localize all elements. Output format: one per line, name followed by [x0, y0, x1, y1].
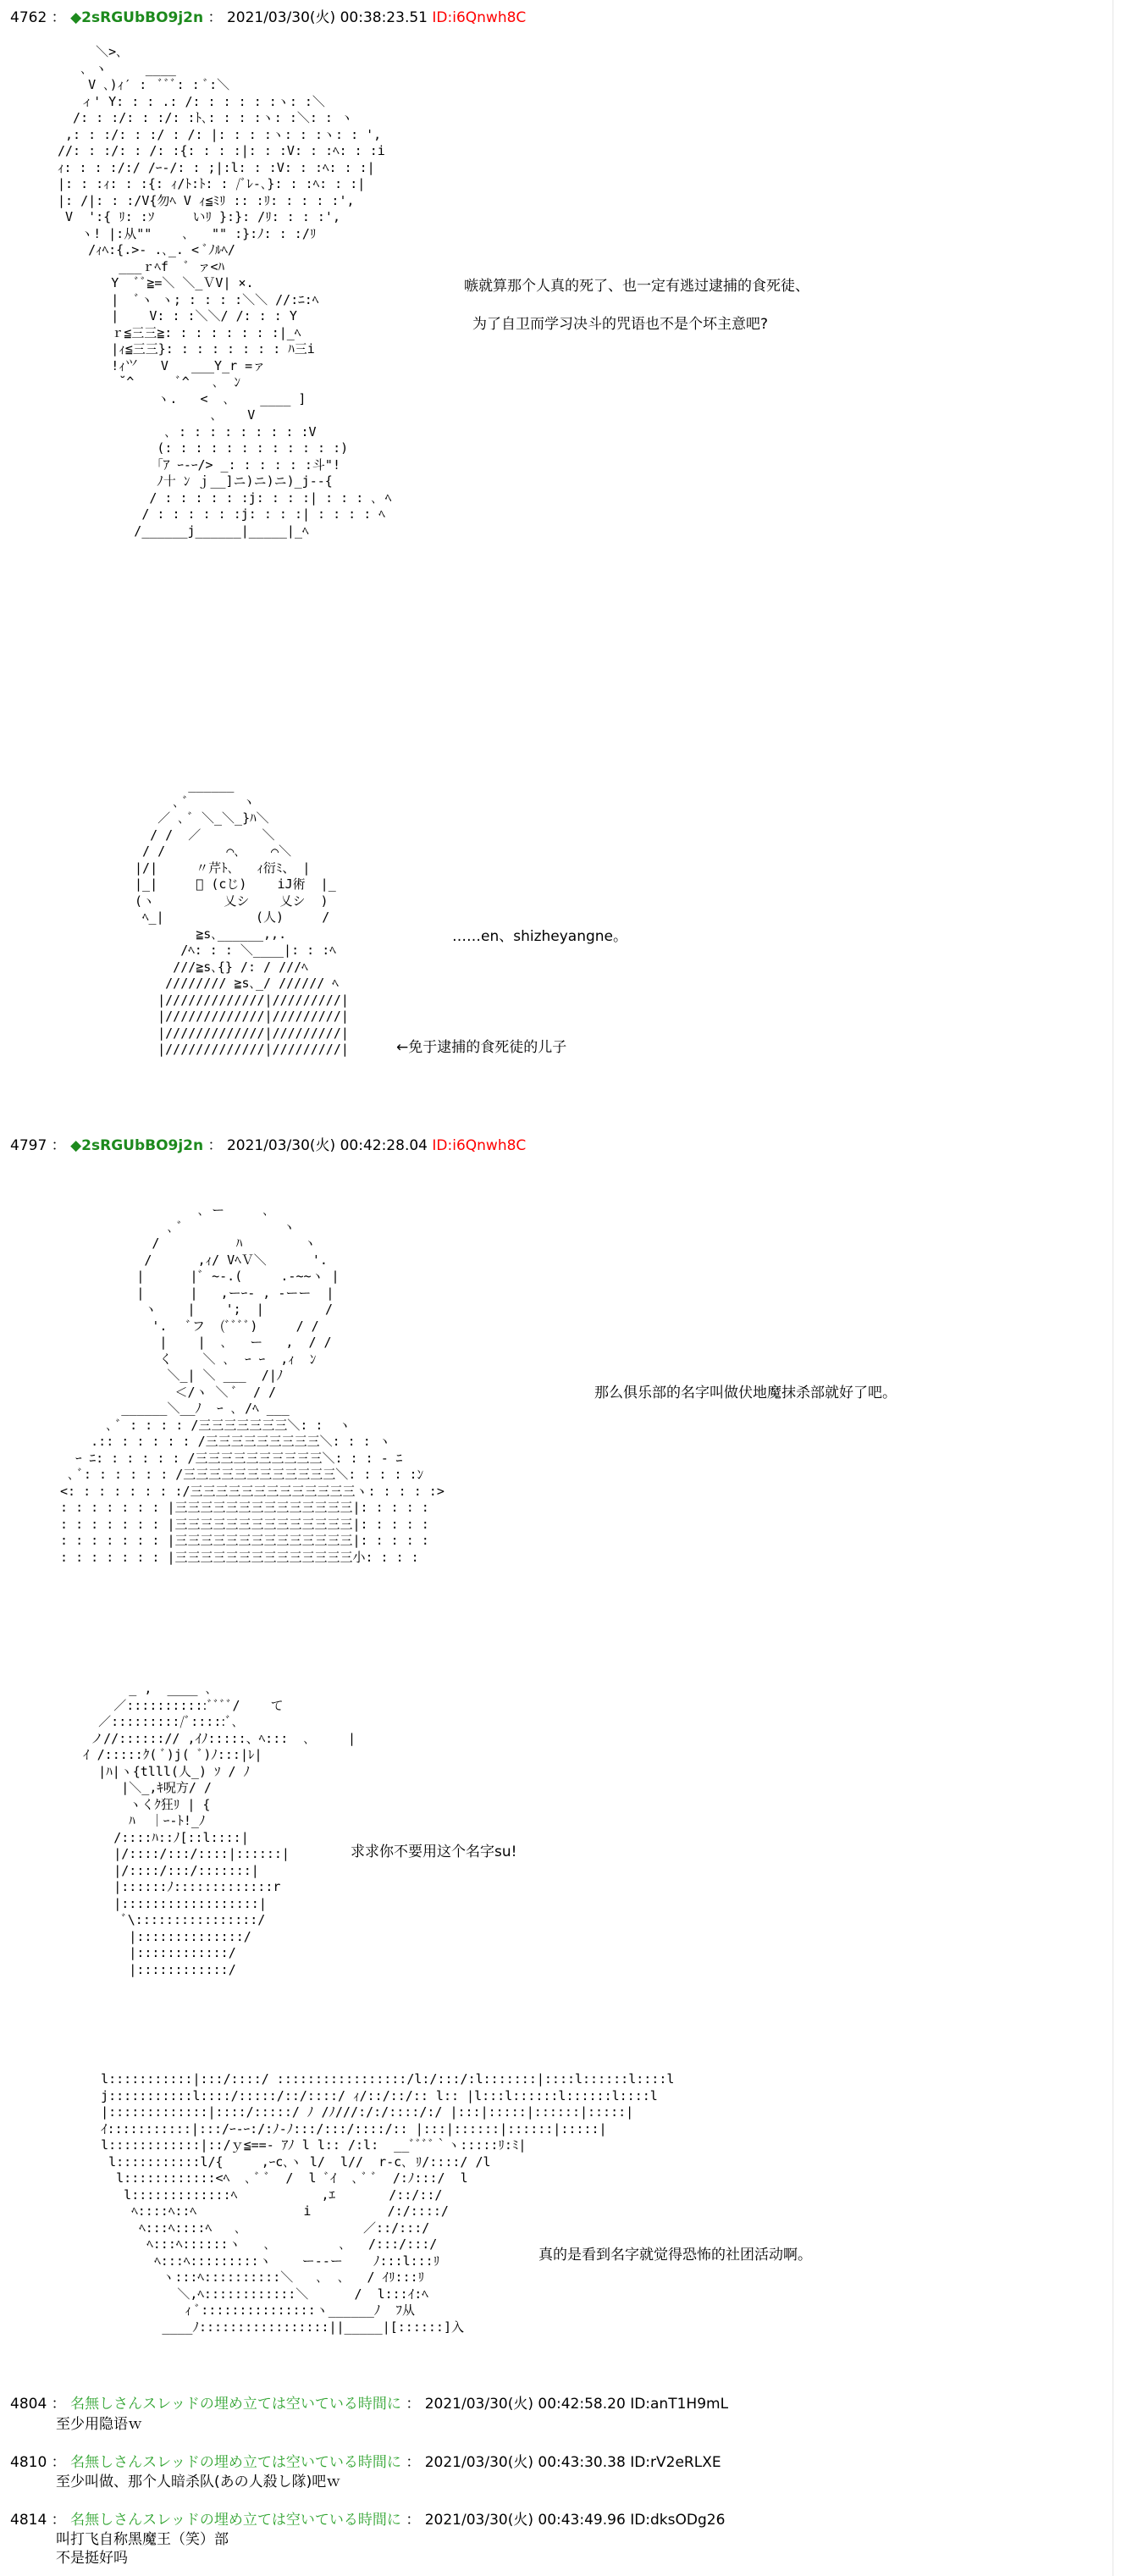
- dialog-line: 为了自卫而学习决斗的咒语也不是个坏主意吧?: [472, 316, 769, 333]
- reply-datetime: 2021/03/30(火) 00:43:49.96: [424, 2512, 626, 2529]
- reply-body: 叫打飞自称黑魔王（笑）部: [56, 2531, 229, 2548]
- reply-header: 4810 ： 名無しさんスレッドの埋め立ては空いている時間に ： 2021/03/30(火) 00:43:30.38 ID:rV2eRLXE: [10, 2454, 721, 2471]
- poster-name: ◆2sRGUbBO9j2n: [70, 9, 204, 26]
- reply-body: 不是挺好吗: [56, 2550, 128, 2567]
- reply-datetime: 2021/03/30(火) 00:43:30.38: [424, 2454, 626, 2471]
- poster-id[interactable]: ID:i6Qnwh8C: [432, 9, 527, 26]
- reply-body: 至少用隐语ｗ: [56, 2416, 142, 2433]
- post-number[interactable]: 4797: [10, 1137, 47, 1154]
- reply-number[interactable]: 4814: [10, 2512, 47, 2529]
- reply-id[interactable]: ID:rV2eRLXE: [630, 2454, 721, 2471]
- ascii-art-character: ､ ー ､ ､ ﾞ ヽ / ﾊ ヽ / ,ｨ/ VﾍＶ＼ '. | |ﾞ ~-.( .-~~ヽ | | | ,ーｰ‐ , ‐ーー | ヽ | '; | / '. ﾞフ (ﾞﾞﾞﾞ) / / | | ､ ー , / / く ＼ ､ ｰ ｰ ,ｨ ﾝ ＼_| ＼ ___ /|ﾉ ＜/ヽ ＼ ﾞ / / ______＼__ﾉ ｰ ､ /ﾍ ___ ､ ﾞ : : : : /三三三三三三三＼: : ヽ .:: : : : : : /三三三三三三三三三＼: : : ヽ ｰ ﾆ: : : : : : /三三三三三三三三三三＼: : : ‐ ﾆ ､ ﾞ: : : : : : /三三三三三三三三三三三三＼: : : : :ﾝ <: : : : : : : :/三三三三三三三三三三三三三ヽ: : : : :> : : : : : : : |三三三三三三三三三三三三三三|: : : : : : : : : : : : |三三三三三三三三三三三三三三|: : : : : : : : : : : : |三三三三三三三三三三三三三三|: : : : : : : : : : : : |三三三三三三三三三三三三三三小: : : :: [60, 1202, 445, 1565]
- post-header: 4797 ： ◆2sRGUbBO9j2n ： 2021/03/30(火) 00:42:28.04 ID:i6Qnwh8C: [10, 1137, 527, 1154]
- reply-id[interactable]: ID:dksODg26: [630, 2512, 726, 2529]
- reply-number[interactable]: 4810: [10, 2454, 47, 2471]
- post-number[interactable]: 4762: [10, 9, 47, 26]
- dialog-line: ←免于逮捕的食死徒的儿子: [396, 1039, 567, 1056]
- poster-id[interactable]: ID:i6Qnwh8C: [432, 1137, 527, 1154]
- post-datetime: 2021/03/30(火) 00:38:23.51: [226, 9, 428, 26]
- reply-header: 4804 ： 名無しさんスレッドの埋め立ては空いている時間に ： 2021/03/30(火) 00:42:58.20 ID:anT1H9mL: [10, 2396, 729, 2413]
- ascii-art-character: ______ ､ ﾞ ヽ ／ ､ ﾞ ＼_＼_}ﾊ＼ / / ／ ＼ / / ⌒､ ⌒＼ |/| 〃芹ﾄ､ ｨ衍ﾐ、 | |_| ﾞ (cじ) iJ術 |_ (ヽ 乂シ 乂シ ) ﾍ_| (人) / ≧s､______,,. /ﾍ: : : ＼____|: : :ﾍ ///≧s､{} /: / ///ﾍ //////// ≧s､_/ ////// ﾍ |/////////////|/////////| |/////////////|/////////| |/////////////|/////////| |/////////////|/////////|: [135, 777, 349, 1057]
- ascii-art-character: l:::::::::::|:::/::::/ :::::::::::::::::/l:/:::/:l:::::::|::::l::::::l::::l j:::::::::::l::::/:::::/::/::::/ ｨ/::/::/:: l:: |l:::l::::::l::::::l::::l |:::::::::::::|::::/:::::/ ﾉ /ﾉ///:/:/::::/:/ |:::|:::::|::::::|:::::| ｲ:::::::::::|:::/ｰ-ｰ:/:ﾉ-ﾉ:::/:::/::::/:: |:::|::::::|::::::|:::::| l::::::::::::|::/ｙ≦==‐ ｱﾉ l l:: /:l: __ﾞﾞﾞﾞ｀ヽ:::::ﾘ:ﾐ| l:::::::::::l/{ ,ｰc､ヽ l/ l// r-c､ ﾘ/::::/ /l l::::::::::::<ﾍ ､ ﾞ ﾞ / l ﾞｲ ､ ﾞ ﾞ /:ﾉ:::/ l l:::::::::::::ﾍ ,ｴ /::/::/ ﾍ::::ﾍ::ﾍ i /:/::::/ ﾍ:::ﾍ::::ﾍ ､ ／::/:::/ ﾍ:::ﾍ::::::ヽ ､ ､ /:::/:::/ ﾍ:::ﾍ:::::::::ヽ ー‐‐ー ﾉ:::l:::ﾘ ヽ:::ﾍ::::::::::＼ ､ ､ / ｲﾘ:::ﾘ ＼,ﾍ::::::::::::＼ / l:::ｲ:ﾍ ｨ ﾞ:::::::::::::::ヽ______ﾉ ﾌ从 ____ﾉ:::::::::::::::::||_____|[::::::]入: [101, 2071, 675, 2335]
- poster-name: ◆2sRGUbBO9j2n: [70, 1137, 204, 1154]
- reply-name: 名無しさんスレッドの埋め立ては空いている時間に: [70, 2512, 401, 2529]
- reply-number[interactable]: 4804: [10, 2396, 47, 2413]
- reply-datetime: 2021/03/30(火) 00:42:58.20: [424, 2396, 626, 2413]
- dialog-line: 嗾就算那个人真的死了、也一定有逃过逮捕的食死徒、: [464, 278, 809, 295]
- post-datetime: 2021/03/30(火) 00:42:28.04: [226, 1137, 428, 1154]
- reply-body: 至少叫做、那个人暗杀队(あの人殺し隊)吧ｗ: [56, 2474, 341, 2490]
- reply-name: 名無しさんスレッドの埋め立ては空いている時間に: [70, 2454, 401, 2471]
- dialog-line: 那么俱乐部的名字叫做伏地魔抹杀部就好了吧。: [594, 1385, 897, 1401]
- reply-id[interactable]: ID:anT1H9mL: [630, 2396, 729, 2413]
- dialog-line: ……en、shizheyangne。: [452, 928, 628, 945]
- dialog-line: 求求你不要用这个名字su!: [351, 1844, 517, 1860]
- reply-header: 4814 ： 名無しさんスレッドの埋め立ては空いている時間に ： 2021/03/30(火) 00:43:49.96 ID:dksODg26: [10, 2512, 726, 2529]
- dialog-line: 真的是看到名字就觉得恐怖的社团活动啊。: [538, 2247, 812, 2264]
- ascii-art-character: ＼>､ ､ ヽ ____ V ､)ｨ′ : ﾞﾞﾞ: : ﾞ:＼ ィ' Y: : : .: /: : : : : :ヽ: :＼ /: : :/: : :/: :ﾄ､: : : :ヽ: :＼: : ヽ ,: : :/: : :/ : /: |: : : :ヽ: : :ヽ: : ', //: : :/: : /: :{: : : :|: : :V: : :ﾍ: : :i ｨ: : : :/:/ /ｰ-/: : ;|:l: : :V: : :ﾍ: : :| |: : :ｨ: : :{: ｨ/ﾄ:ﾄ: : /ﾞﾚ-､}: : :ﾍ: : :| |: /|: : :/V{勿ﾍ V ｨ≦ﾐﾘ :: :ﾘ: : : : :', V ':{ ﾘ: :ｿ いﾘ }:}: /ﾘ: : : :', ヽ! |:从"" ､ "" :}:ﾉ: : :/ﾘ /ｨﾍ:{.>- .､_. < ﾞﾉﾙﾍ/ ___ｒﾍf ﾞ ァ<ﾊ Y ﾞﾞ≧=＼ ＼_ＶV| ×. | ﾞヽ ヽ; : : : :＼＼ //:ﾆ:ﾍ | V: : :＼＼/ /: : : Y ｒ≦三三≧: : : : : : : :|_ﾍ |ｨ≦三三}: : : : : : : : ﾊ三i !ｨ⺍ V ___Y_r =ァ ˘^ ﾞ^ ､ ﾝ ヽ. < ､ ____ ] ､ V ､ : : : : : : : : :V (: : : : : : : : : : : :) ｢ｱ ｰ-ｰ/> _: : : : : :斗"! ﾉ十 ﾝ ｊ__]ニ)ニ)ニ)_j-‐{ / : : : : : :j: : : :| : : : ､ ﾍ / : : : : : :j: : : :| : : : : ﾍ /______j______|_____|_ﾍ: [58, 44, 392, 539]
- reply-name: 名無しさんスレッドの埋め立ては空いている時間に: [70, 2396, 401, 2413]
- ascii-art-character: _ , ____ ､ ／:::::::::::ﾞﾞﾞﾞ/ て ／:::::::::/ﾞ:::::ﾞ､ ノ//::::::// ,ｲﾉ:::::、ﾍ::: ､ | ｲ /:::::ｸ( ﾞ)j( ﾞ)ﾉ:::|ﾚ| |ﾊ|ヽ{tlll(人_) ｿ / ﾉ |＼_,ｷ呪方/ / ヽくｸ狂ﾘ | { ﾊ ｜ｰ-ﾄ!_ﾉ /::::ﾊ::ﾉ[::l::::| |/::::/:::/::::|::::::| |/::::/:::/:::::::| |::::::ﾉ:::::::::::::r |::::::::::::::::::| ﾞ\::::::::::::::::/ |::::::::::::::/ |::::::::::::/ |::::::::::::/: [83, 1681, 356, 1977]
- post-header: 4762 ： ◆2sRGUbBO9j2n ： 2021/03/30(火) 00:38:23.51 ID:i6Qnwh8C: [10, 9, 527, 26]
